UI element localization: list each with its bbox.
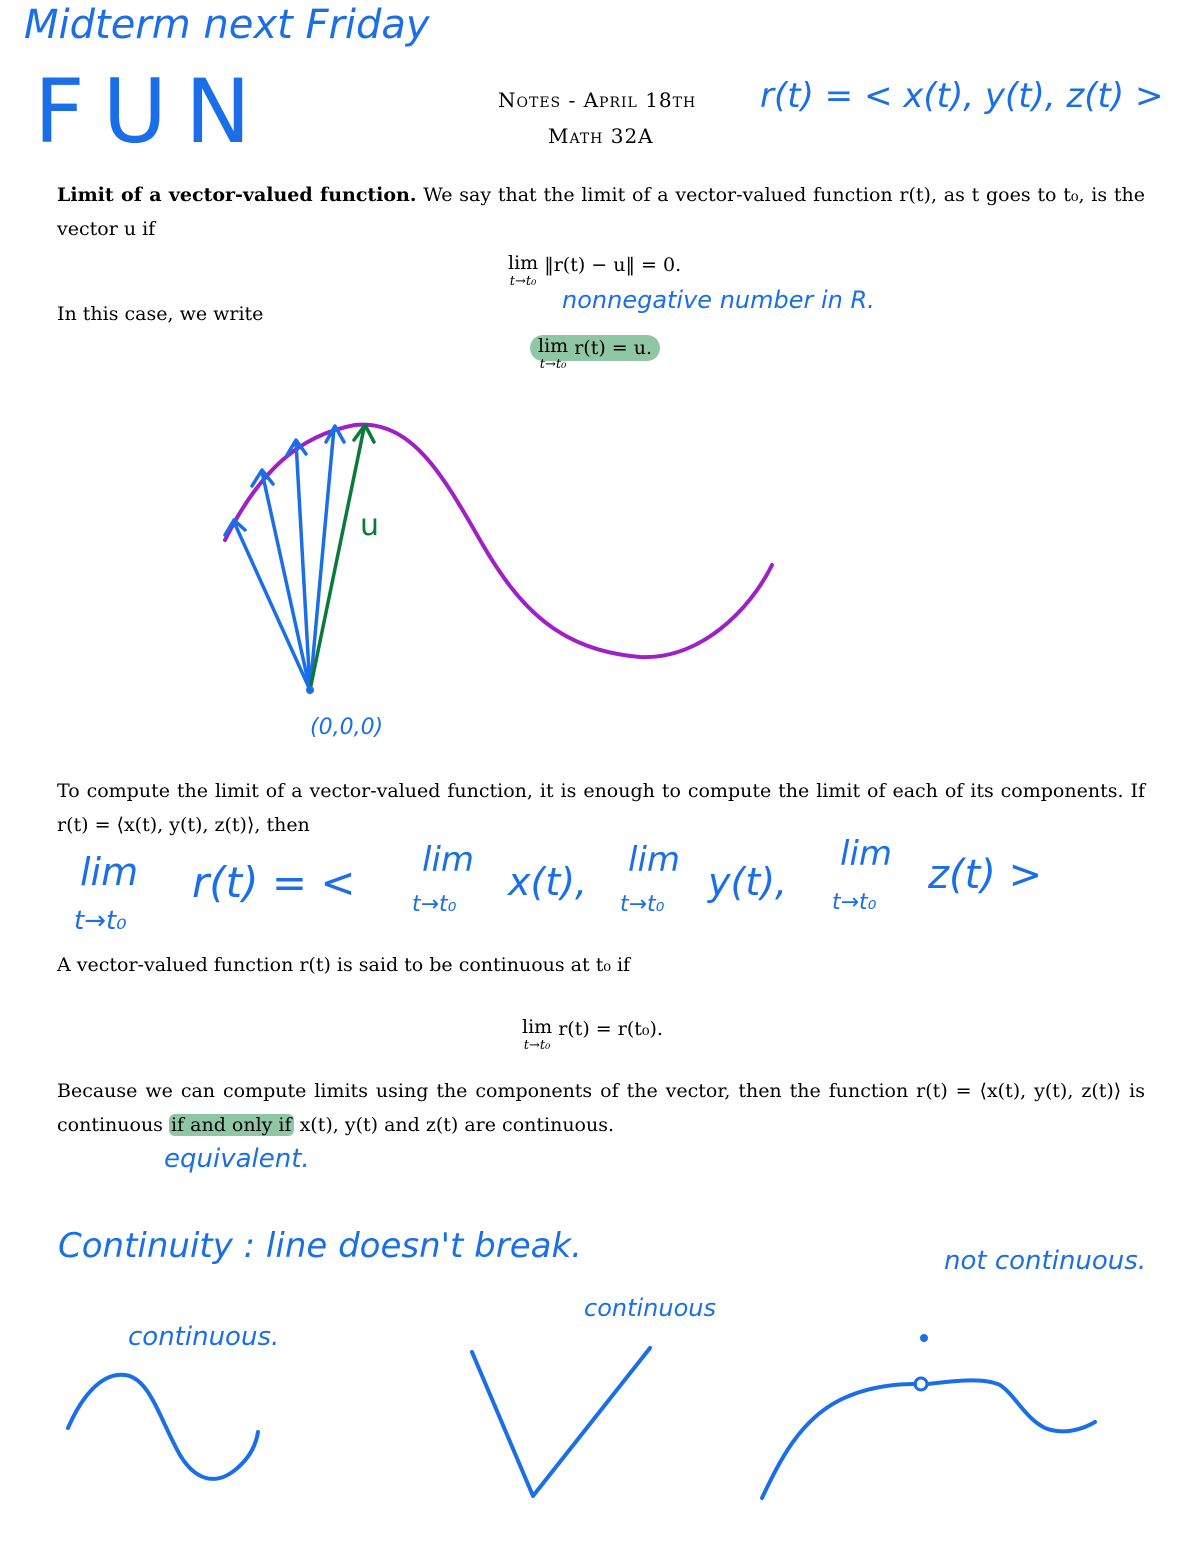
eq1-lim: lim xyxy=(508,252,539,274)
not-continuous-label: not continuous. xyxy=(944,1246,1147,1276)
nonnegative-note: nonnegative number in R. xyxy=(562,286,875,314)
definition-text: We say that the limit of a vector-valued function r(t), as t goes to t₀, is the vector u if xyxy=(57,184,1146,240)
blue-vectors xyxy=(225,426,344,690)
page-title: Notes - April 18th xyxy=(498,88,697,112)
because-pre: Because we can compute limits using the components of the vector, then the function r(t) = ⟨x(t), y(t), z(t)⟩ is continuous xyxy=(57,1080,1145,1136)
midterm-note: Midterm next Friday xyxy=(24,2,430,48)
definition-heading: Limit of a vector-valued function. xyxy=(57,184,417,206)
continuity-note: Continuity : line doesn't break. xyxy=(58,1226,582,1266)
continuous-v-sketch xyxy=(472,1348,650,1496)
iff-highlight: if and only if xyxy=(170,1114,292,1136)
lim-y-lim: lim xyxy=(628,840,681,880)
eq3-lim: lim xyxy=(522,1016,553,1038)
vector-definition-note: r(t) = < x(t), y(t), z(t) > xyxy=(760,76,1164,116)
origin-point xyxy=(306,686,314,694)
lim-z-sub: t→t₀ xyxy=(832,890,877,915)
eq2-sub: t→t₀ xyxy=(539,357,567,372)
lim-z-lim: lim xyxy=(840,834,893,874)
origin-label: (0,0,0) xyxy=(310,715,384,740)
lim-z-value: z(t) > xyxy=(928,852,1043,898)
course-name: Math 32A xyxy=(548,124,654,148)
lim-x-value: x(t), xyxy=(508,860,588,904)
eq2-body: r(t) = u. xyxy=(574,337,653,359)
lim-components-sub: t→t₀ xyxy=(74,906,127,936)
eq1-sub: t→t₀ xyxy=(509,274,537,289)
lim-y-sub: t→t₀ xyxy=(620,892,665,917)
continuous-definition-text: A vector-valued function r(t) is said to be continuous at t₀ if xyxy=(57,954,631,976)
eq3-body: r(t) = r(t₀). xyxy=(558,1018,663,1040)
eq3-sub: t→t₀ xyxy=(523,1038,551,1053)
lim-x-lim: lim xyxy=(422,840,475,880)
filled-point xyxy=(920,1334,928,1342)
continuous-label-1: continuous. xyxy=(128,1322,280,1352)
eq1-body: ‖r(t) − u‖ = 0. xyxy=(544,254,682,276)
green-vector-u xyxy=(310,425,374,690)
continuous-sine-sketch xyxy=(68,1375,258,1479)
because-paragraph xyxy=(57,1074,1145,1142)
continuous-label-2: continuous xyxy=(584,1294,716,1322)
eq2-lim: lim xyxy=(538,335,569,357)
compute-paragraph: To compute the limit of a vector-valued function, it is enough to compute the limit of each of its components. If r(t) = ⟨x(t), y(t), z(t)⟩, then xyxy=(57,780,1145,836)
equivalent-note: equivalent. xyxy=(164,1144,310,1174)
lim-components-lim: lim xyxy=(80,850,139,894)
lim-components-lhs: r(t) = < xyxy=(192,858,356,907)
lim-y-value: y(t), xyxy=(708,860,788,904)
in-this-case-text: In this case, we write xyxy=(57,303,264,325)
fun-note: FUN xyxy=(34,60,269,163)
equation-continuity xyxy=(522,1018,663,1052)
discontinuous-sketch xyxy=(762,1380,1095,1498)
lim-x-sub: t→t₀ xyxy=(412,892,457,917)
vector-u-label: u xyxy=(360,508,380,543)
because-post: x(t), y(t) and z(t) are continuous. xyxy=(299,1114,615,1136)
